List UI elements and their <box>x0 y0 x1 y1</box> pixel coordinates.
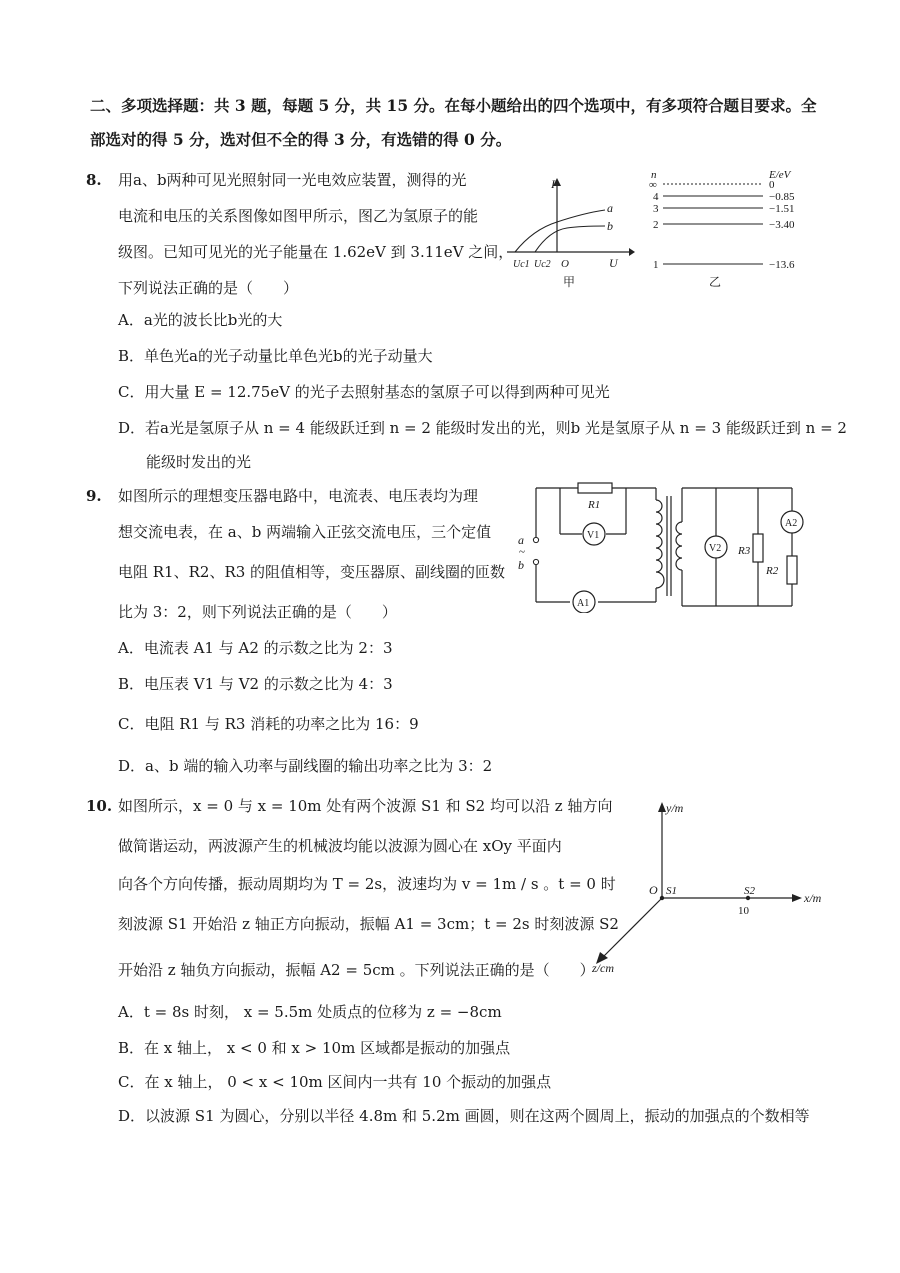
yi-level-n-1: 1 <box>653 259 659 271</box>
q10-option-b: B．在 x 轴上， x < 0 和 x > 10m 区域都是振动的加强点 <box>118 1039 511 1057</box>
q10-option-d: D．以波源 S1 为圆心，分别以半径 4.8m 和 5.2m 画圆，则在这两个圆周上，振动的加强点的个数相等 <box>118 1107 810 1125</box>
q10-stem-line-3: 向各个方向传播，振动周期均为 T = 2s，波速均为 v = 1m / s 。t = 0 时 <box>118 875 616 893</box>
yi-level-e-2: −3.40 <box>769 219 795 231</box>
jia-caption: 甲 <box>563 275 576 289</box>
r1-label: R1 <box>588 499 601 511</box>
q10-stem-line-5: 开始沿 z 轴负方向振动，振幅 A2 = 5cm 。下列说法正确的是（ ） <box>118 961 595 979</box>
yi-level-e-1: −13.6 <box>769 259 795 271</box>
yi-level-n-2: 2 <box>653 219 659 231</box>
r3-label: R3 <box>738 545 751 557</box>
q10-number: 10. <box>86 797 113 815</box>
jia-curve-b-label: b <box>607 219 613 233</box>
yi-n-header: n <box>651 169 657 181</box>
primary-coil <box>656 500 664 588</box>
section-heading-line1: 二、多项选择题：共 3 题，每题 5 分，共 15 分。在每小题给出的四个选项中，有多项符合题目要求。全 <box>90 96 817 115</box>
curve-b <box>535 226 605 252</box>
q9-number: 9. <box>86 487 102 505</box>
q9-option-c: C．电阻 R1 与 R3 消耗的功率之比为 16：9 <box>118 715 419 733</box>
yi-e-header: E/eV <box>769 169 791 181</box>
q9-option-a: A．电流表 A1 与 A2 的示数之比为 2：3 <box>118 639 393 657</box>
q10-x-axis-label: x/m <box>804 891 822 905</box>
yi-caption: 乙 <box>709 275 722 289</box>
q10-z-axis-label: z/cm <box>592 961 614 975</box>
jia-uc2-label: Uc2 <box>534 259 551 270</box>
resistor-r3 <box>753 534 763 562</box>
q9-option-d: D．a、b 端的输入功率与副线圈的输出功率之比为 3：2 <box>118 757 493 775</box>
jia-origin-label: O <box>561 258 569 270</box>
yi-level-e-inf: 0 <box>769 179 775 191</box>
q9-stem-line-2: 想交流电表，在 a、b 两端输入正弦交流电压，三个定值 <box>118 523 492 541</box>
yi-level-e-4: −0.85 <box>769 191 795 203</box>
yi-level-n-inf: ∞ <box>649 179 657 191</box>
resistor-r1 <box>578 483 612 493</box>
q9-circuit-figure <box>510 478 810 613</box>
v2-label: V2 <box>709 543 722 554</box>
a1-label: A1 <box>577 598 590 609</box>
q9-stem-line-3: 电阻 R1、R2、R3 的阻值相等，变压器原、副线圈的匝数 <box>118 563 506 581</box>
jia-x-axis-label: U <box>609 256 618 270</box>
section-heading-line2: 部选对的得 5 分，选对但不全的得 3 分，有选错的得 0 分。 <box>90 130 512 149</box>
jia-uc1-label: Uc1 <box>513 259 530 270</box>
q8-stem-line-2: 电流和电压的关系图像如图甲所示，图乙为氢原子的能 <box>118 207 479 225</box>
q10-s2-label: S2 <box>744 885 755 897</box>
q10-origin-label: O <box>649 883 658 897</box>
q8-stem-line-4: 下列说法正确的是（ ） <box>118 279 299 297</box>
q10-stem-line-2: 做简谐运动，两波源产生的机械波均能以波源为圆心在 xOy 平面内 <box>118 837 562 855</box>
q10-option-c: C．在 x 轴上， 0 < x < 10m 区间内一共有 10 个振动的加强点 <box>118 1073 552 1091</box>
q10-y-axis-label: y/m <box>666 801 684 815</box>
q10-axes-figure <box>588 796 838 976</box>
q8-number: 8. <box>86 171 102 189</box>
terminal-a-label: a <box>518 533 524 547</box>
q9-stem-line-4: 比为 3：2，则下列说法正确的是（ ） <box>118 603 397 621</box>
yi-level-n-4: 4 <box>653 191 659 203</box>
yi-level-n-3: 3 <box>653 203 659 215</box>
r2-label: R2 <box>766 565 779 577</box>
v1-label: V1 <box>587 530 600 541</box>
yi-level-e-3: −1.51 <box>769 203 795 215</box>
q8-stem-line-3: 级图。已知可见光的光子能量在 1.62eV 到 3.11eV 之间， <box>118 243 514 261</box>
a2-label: A2 <box>785 518 798 529</box>
q10-stem-line-1: 如图所示，x = 0 与 x = 10m 处有两个波源 S1 和 S2 均可以沿 z 轴方向 <box>118 797 613 815</box>
q10-stem-line-4: 刻波源 S1 开始沿 z 轴正方向振动，振幅 A1 = 3cm；t = 2s 时刻波源 S2 <box>118 915 619 933</box>
q9-option-b: B．电压表 V1 与 V2 的示数之比为 4：3 <box>118 675 393 693</box>
q8-option-d-cont: 能级时发出的光 <box>146 453 252 471</box>
q8-option-d: D．若a光是氢原子从 n = 4 能级跃迁到 n = 2 能级时发出的光，则b 光是氢原子从 n = 3 能级跃迁到 n = 2 <box>118 419 847 437</box>
terminal-b-label: b <box>518 558 524 572</box>
resistor-r2 <box>787 556 797 584</box>
q10-tick-10: 10 <box>738 905 749 917</box>
ac-source-tilde: ~ <box>519 546 525 558</box>
q10-s1-label: S1 <box>666 885 677 897</box>
secondary-coil <box>676 522 682 570</box>
jia-y-axis-label: I <box>551 177 555 191</box>
q9-stem-line-1: 如图所示的理想变压器电路中，电流表、电压表均为理 <box>118 487 479 505</box>
q8-option-c: C．用大量 E = 12.75eV 的光子去照射基态的氢原子可以得到两种可见光 <box>118 383 610 401</box>
source-s1-dot <box>660 896 664 900</box>
jia-curve-a-label: a <box>607 201 613 215</box>
q8-stem-line-1: 用a、b两种可见光照射同一光电效应装置，测得的光 <box>118 171 467 189</box>
q10-option-a: A．t = 8s 时刻， x = 5.5m 处质点的位移为 z = −8cm <box>118 1003 502 1021</box>
q8-option-b: B．单色光a的光子动量比单色光b的光子动量大 <box>118 347 433 365</box>
curve-a <box>515 210 605 252</box>
q8-figure-jia <box>505 172 635 292</box>
q8-option-a: A．a光的波长比b光的大 <box>118 311 283 329</box>
q8-figure-yi <box>645 168 815 292</box>
